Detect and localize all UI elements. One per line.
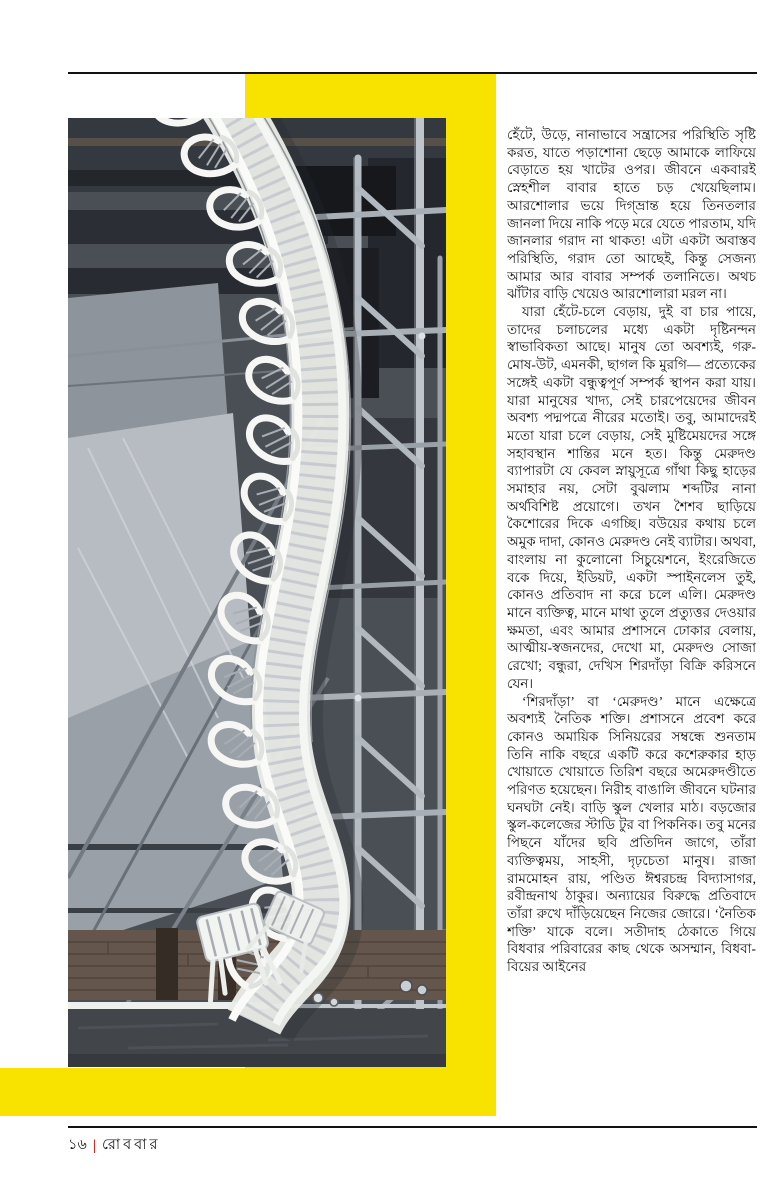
yellow-accent-strip-bottom [0,1068,246,1116]
article-paragraph: ‘শিরদাঁড়া’ বা ‘মেরুদণ্ড’ মানে এক্ষেত্রে অবশ্যই নৈতিক শক্তি। প্রশাসনে প্রবেশ করে কোনও অমায়িক সিনিয়রের সম্বন্ধে শুনতাম তিনি নাকি বছরে একটি করে কশেরুকার হাড় খোয়াতে খোয়াতে তিরিশ বছরে অমেরুদণ্ডীতে পরিণত হয়েছেন। নিরীহ বাঙালি জীবনে ঘটনার ঘনঘটা নেই। বাড়ি স্কুল খেলার মাঠ। বড়জোর স্কুল-কলেজের স্টাডি টুর বা পিকনিক। তবু মনের পিছনে যাঁদের ছবি প্রতিদিন জাগে, তাঁরা ব্যক্তিত্বময়, সাহসী, দৃঢ়চেতা মানুষ। রাজা রামমোহন রায়, পণ্ডিত ঈশ্বরচন্দ্র বিদ্যাসাগর, রবীন্দ্রনাথ ঠাকুর। অন্যায়ের বিরুদ্ধে প্রতিবাদে তাঁরা রুখে দাঁড়িয়েছেন নিজের জোরে। ‘নৈতিক শক্তি’ যাকে বলে। সতীদাহ ঠেকাতে গিয়ে বিধবার পরিবারের কাছ থেকে অসম্মান, বিধবা-বিয়ের আইনের [507,693,756,975]
page-footer [68,1134,468,1158]
footer-rule [68,1126,757,1128]
article-text-column [507,126,756,1118]
article-paragraph: যারা হেঁটে-চলে বেড়ায়, দুই বা চার পায়ে, তাদের চলাচলের মধ্যে একটা দৃষ্টিনন্দন স্বাভাবিকতা আছে। মানুষ তো অবশ্যই, গরু-মোষ-উট, এমনকী, ছাগল কি মুরগি— প্রত্যেকের সঙ্গেই একটা বন্ধুত্বপূর্ণ সম্পর্ক স্থাপন করা যায়। যারা মানুষের খাদ্য, সেই চারপেয়েদের জীবন অবশ্য পদ্মপত্রে নীরের মতোই। তবু, আমাদেরই মতো যারা চলে বেড়ায়, সেই মুষ্টিমেয়দের সঙ্গে সহাবস্থান শান্তির মনে হত। কিন্তু মেরুদণ্ড ব্যাপারটা যে কেবল স্নায়ুসূত্রে গাঁথা কিছু হাড়ের সমাহার নয়, সেটা বুঝলাম শব্দটির নানা অর্থবিশিষ্ট প্রয়োগে। তখন শৈশব ছাড়িয়ে কৈশোরের দিকে এগচ্ছি। বউয়ের কথায় চলে অমুক দাদা, কোনও মেরুদণ্ড নেই ব্যাটার। অথবা, বাংলায় না কুলোনো সিচুয়েশনে, ইংরেজিতে বকে দিয়ে, ইডিয়ট, একটা স্পাইনলেস তুই, কোনও প্রতিবাদ না করে চলে এলি। মেরুদণ্ড মানে ব্যক্তিত্ব, মানে মাথা তুলে প্রত্যুত্তর দেওয়ার ক্ষমতা, এবং আমার প্রশাসনে ঢোকার বেলায়, আত্মীয়-স্বজনদের, দেখো মা, মেরুদণ্ড সোজা রেখো; বন্ধুরা, দেখিস শিরদাঁড়া বিক্রি করিসনে যেন। [507,304,756,691]
publication-name: রোববার [102,1137,161,1153]
footer-separator: | [92,1137,97,1154]
chair-spine-sculpture-photo [68,118,446,1067]
article-paragraph: হেঁটে, উড়ে, নানাভাবে সন্ত্রাসের পরিস্থিতি সৃষ্টি করত, যাতে পড়াশোনা ছেড়ে আমাকে লাফিয়ে বেড়াতে হয় খাটের ওপর। জীবনে একবারই স্নেহশীল বাবার হাতে চড় খেয়েছিলাম। আরশোলার ভয়ে দিগ্ভ্রান্ত হয়ে তিনতলার জানলা দিয়ে নাকি পড়ে মরে যেতে পারতাম, যদি জানলার গরাদ না থাকত! এটা একটা অবাস্তব পরিস্থিতি, গরাদ তো আছেই, কিন্তু সেজন্য আমার আর বাবার সম্পর্ক তলানিতে। অথচ ঝাঁটার বাড়ি খেয়েও আরশোলারা মরল না। [507,127,756,302]
page-number: ১৬ [68,1137,87,1153]
